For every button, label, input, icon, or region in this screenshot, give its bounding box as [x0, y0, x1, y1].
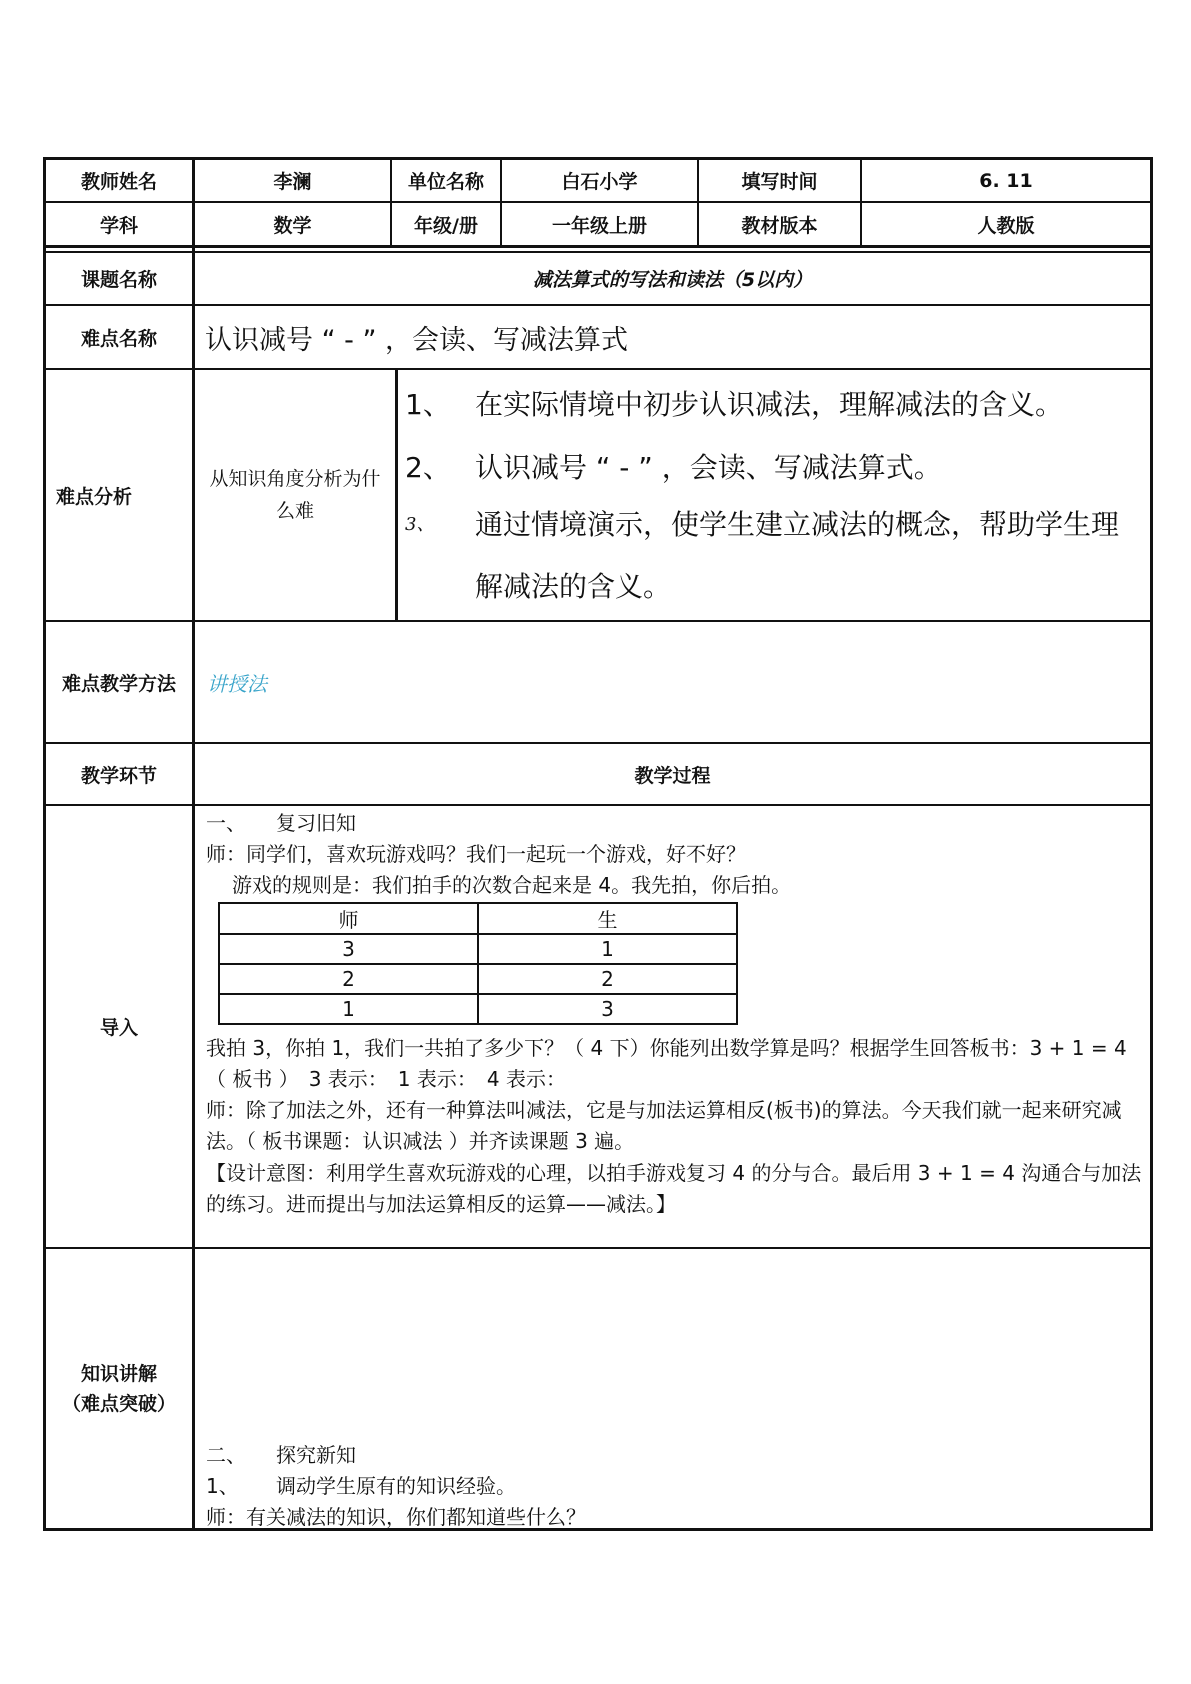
process-value: 教学过程	[634, 764, 711, 787]
table-border	[43, 368, 1153, 370]
edition-label: 教材版本	[741, 214, 818, 237]
analysis-item-2	[405, 446, 1145, 486]
analysis-angle: 从知识角度分析为什么难	[209, 468, 381, 522]
teacher-name-label: 教师姓名	[80, 171, 157, 193]
unit-name-value: 白石小学	[561, 171, 638, 193]
clap-table	[218, 902, 738, 1025]
table-border	[192, 158, 195, 1531]
subject-value: 数学	[273, 214, 312, 237]
topic-label: 课题名称	[80, 269, 157, 291]
intro-design-intent: 【设计意图：利用学生喜欢玩游戏的心理，以拍手游戏复习 4 的分与合。最后用 3 + 1 = 4 沟通合与加法的练习。进而提出与加法运算相反的运算——减法。】	[206, 1161, 1142, 1216]
knowledge-item-num: 1、	[206, 1474, 239, 1498]
grade-label: 年级/册	[414, 214, 478, 237]
table-row	[219, 903, 737, 934]
table-cell: 2	[478, 964, 737, 994]
knowledge-item-text: 调动学生原有的知识经验。	[276, 1474, 516, 1498]
grade-value: 一年级上册	[551, 214, 647, 237]
intro-label: 导入	[99, 1017, 138, 1039]
table-row	[219, 934, 737, 964]
analysis-label: 难点分析	[56, 485, 133, 508]
table-cell: 3	[219, 934, 478, 964]
intro-paragraph-2: 师：除了加法之外，还有一种算法叫减法，它是与加法运算相反(板书)的算法。今天我们就一起来研究减法。（ 板书课题：认识减法 ）并齐读课题 3 遍。	[206, 1098, 1122, 1153]
analysis-item-text: 在实际情境中初步认识减法，理解减法的含义。	[475, 388, 1064, 421]
method-value: 讲授法	[207, 671, 267, 696]
table-border	[43, 804, 1153, 806]
process-label: 教学环节	[80, 764, 157, 787]
teacher-name-value: 李澜	[273, 171, 312, 193]
knowledge-heading	[206, 1440, 1146, 1471]
table-border	[1150, 158, 1153, 1531]
table-border	[43, 1247, 1153, 1249]
topic-value: 减法算式的写法和读法（5以内）	[532, 269, 813, 291]
intro-line1: 师：同学们，喜欢玩游戏吗？我们一起玩一个游戏，好不好？	[206, 842, 746, 866]
knowledge-item	[206, 1471, 1146, 1502]
knowledge-heading-num: 二、	[206, 1443, 246, 1467]
knowledge-label-line2: （难点突破）	[61, 1392, 176, 1415]
fill-date-label: 填写时间	[741, 171, 818, 193]
intro-line2: 游戏的规则是：我们拍手的次数合起来是 4。我先拍，你后拍。	[232, 873, 792, 897]
table-row	[219, 964, 737, 994]
method-label: 难点教学方法	[61, 672, 176, 695]
knowledge-label	[46, 1249, 192, 1528]
table-border	[395, 369, 398, 621]
table-border	[43, 245, 1153, 248]
analysis-item-text: 认识减号 “ - ” ，会读、写减法算式。	[475, 451, 942, 484]
analysis-item-num: 2、	[405, 451, 451, 484]
intro-heading-num: 一、	[206, 811, 246, 835]
analysis-item-num: 3、	[405, 514, 435, 535]
table-cell: 2	[219, 964, 478, 994]
knowledge-heading-text: 探究新知	[276, 1443, 356, 1467]
edition-value: 人教版	[977, 214, 1035, 237]
analysis-item-1	[405, 383, 1145, 423]
subject-label: 学科	[99, 214, 138, 237]
analysis-item-3	[405, 494, 1145, 618]
table-cell: 1	[219, 994, 478, 1024]
table-header-teacher: 师	[219, 903, 478, 934]
knowledge-label-line1: 知识讲解	[80, 1362, 157, 1385]
table-header-student: 生	[478, 903, 737, 934]
table-row	[219, 994, 737, 1024]
intro-paragraph-1: 我拍 3，你拍 1，我们一共拍了多少下？（ 4 下）你能列出数学算是吗？根据学生回答板书：3 + 1 = 4 （ 板书 ） 3 表示： 1 表示： 4 表示：	[206, 1036, 1127, 1091]
table-cell: 3	[478, 994, 737, 1024]
unit-name-label: 单位名称	[407, 171, 484, 193]
table-cell: 1	[478, 934, 737, 964]
analysis-item-num: 1、	[405, 388, 451, 421]
knowledge-question: 师：有关减法的知识，你们都知道些什么？	[206, 1505, 586, 1529]
analysis-item-text: 通过情境演示，使学生建立减法的概念，帮助学生理解减法的含义。	[475, 508, 1120, 603]
intro-heading	[206, 808, 1146, 839]
intro-heading-text: 复习旧知	[276, 811, 356, 835]
difficulty-value: 认识减号 “ - ” ，会读、写减法算式	[205, 324, 629, 356]
difficulty-label: 难点名称	[80, 327, 157, 350]
fill-date-value: 6. 11	[979, 169, 1033, 192]
